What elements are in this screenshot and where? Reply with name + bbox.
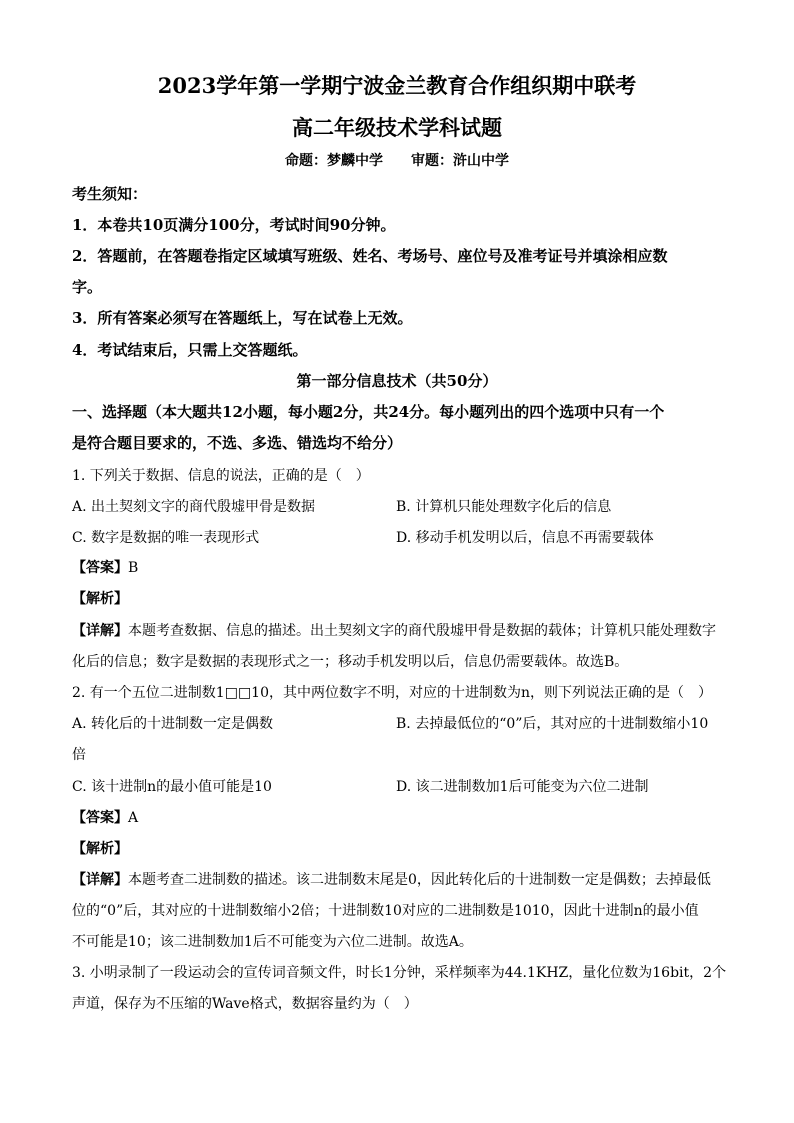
question-1-option-a: A. 出土契刻文字的商代殷墟甲骨是数据 [72,499,316,515]
question-2-option-d: D. 该二进制数加1后可能变为六位二进制 [396,779,649,795]
question-3-stem-cont: 声道，保存为不压缩的Wave格式，数据容量约为（ ） [72,996,418,1012]
question-3-stem: 3. 小明录制了一段运动会的宣传词音频文件，时长1分钟，采样频率为44.1KHZ，量化位数为16bit，2个 [72,965,727,981]
question-2-detail-cont: 位的“0”后，其对应的十进制数缩小2倍；十进制数10对应的二进制数是1010，因此十进制n的最小值 [72,903,699,919]
notice-item: 2．答题前，在答题卷指定区域填写班级、姓名、考场号、座位号及准考证号并填涂相应数 [72,247,668,265]
question-2-stem: 2. 有一个五位二进制数1□□10，其中两位数字不明，对应的十进制数为n，则下列说法正确的是（ ） [72,685,712,701]
detail-text: 本题考查二进制数的描述。该二进制数末尾是0，因此转化后的十进制数一定是偶数；去掉最低 [128,872,711,888]
question-1-option-b: B. 计算机只能处理数字化后的信息 [396,499,612,515]
section-heading: 一、选择题（本大题共12小题，每小题2分，共24分。每小题列出的四个选项中只有一个 [72,403,665,421]
question-1-stem: 1. 下列关于数据、信息的说法，正确的是（ ） [72,468,370,484]
notice-heading: 考生须知： [72,185,148,203]
question-2-option-a: A. 转化后的十进制数一定是偶数 [72,716,274,732]
question-1-option-c: C. 数字是数据的唯一表现形式 [72,530,260,546]
detail-label: 【详解】 [72,623,128,639]
notice-item: 字。 [72,278,103,296]
part-title: 第一部分信息技术（共50分） [296,372,498,390]
answer-value: B [128,560,139,576]
exam-subtitle: 高二年级技术学科试题 [292,115,502,140]
question-2-answer [72,807,138,827]
detail-text: 本题考查数据、信息的描述。出土契刻文字的商代殷墟甲骨是数据的载体；计算机只能处理数字 [128,623,716,639]
question-2-option-c: C. 该十进制n的最小值可能是10 [72,779,272,795]
question-2-option-b-cont: 倍 [72,747,86,763]
question-2-analysis: 【解析】 [72,841,128,857]
question-1-detail [72,620,716,640]
answer-value: A [128,810,139,826]
notice-item: 3．所有答案必须写在答题纸上，写在试卷上无效。 [72,309,413,327]
question-1-analysis: 【解析】 [72,591,128,607]
question-1-option-d: D. 移动手机发明以后，信息不再需要载体 [396,530,654,546]
question-2-detail-cont: 不可能是10；该二进制数加1后不可能变为六位二进制。故选A。 [72,934,473,950]
answer-label: 【答案】 [72,560,128,576]
question-1-answer [72,557,138,577]
section-heading: 是符合题目要求的，不选、多选、错选均不给分） [72,434,403,452]
notice-item: 1．本卷共10页满分100分，考试时间90分钟。 [72,216,396,234]
notice-item: 4．考试结束后，只需上交答题纸。 [72,341,308,359]
exam-title: 2023学年第一学期宁波金兰教育合作组织期中联考 [157,73,637,98]
question-2-detail [72,869,711,889]
authors-line: 命题：梦麟中学 审题：浒山中学 [285,153,509,169]
answer-label: 【答案】 [72,810,128,826]
question-1-detail-cont: 化后的信息；数字是数据的表现形式之一；移动手机发明以后，信息仍需要载体。故选B。 [72,654,629,670]
question-2-option-b: B. 去掉最低位的“0”后，其对应的十进制数缩小10 [396,716,709,732]
detail-label: 【详解】 [72,872,128,888]
